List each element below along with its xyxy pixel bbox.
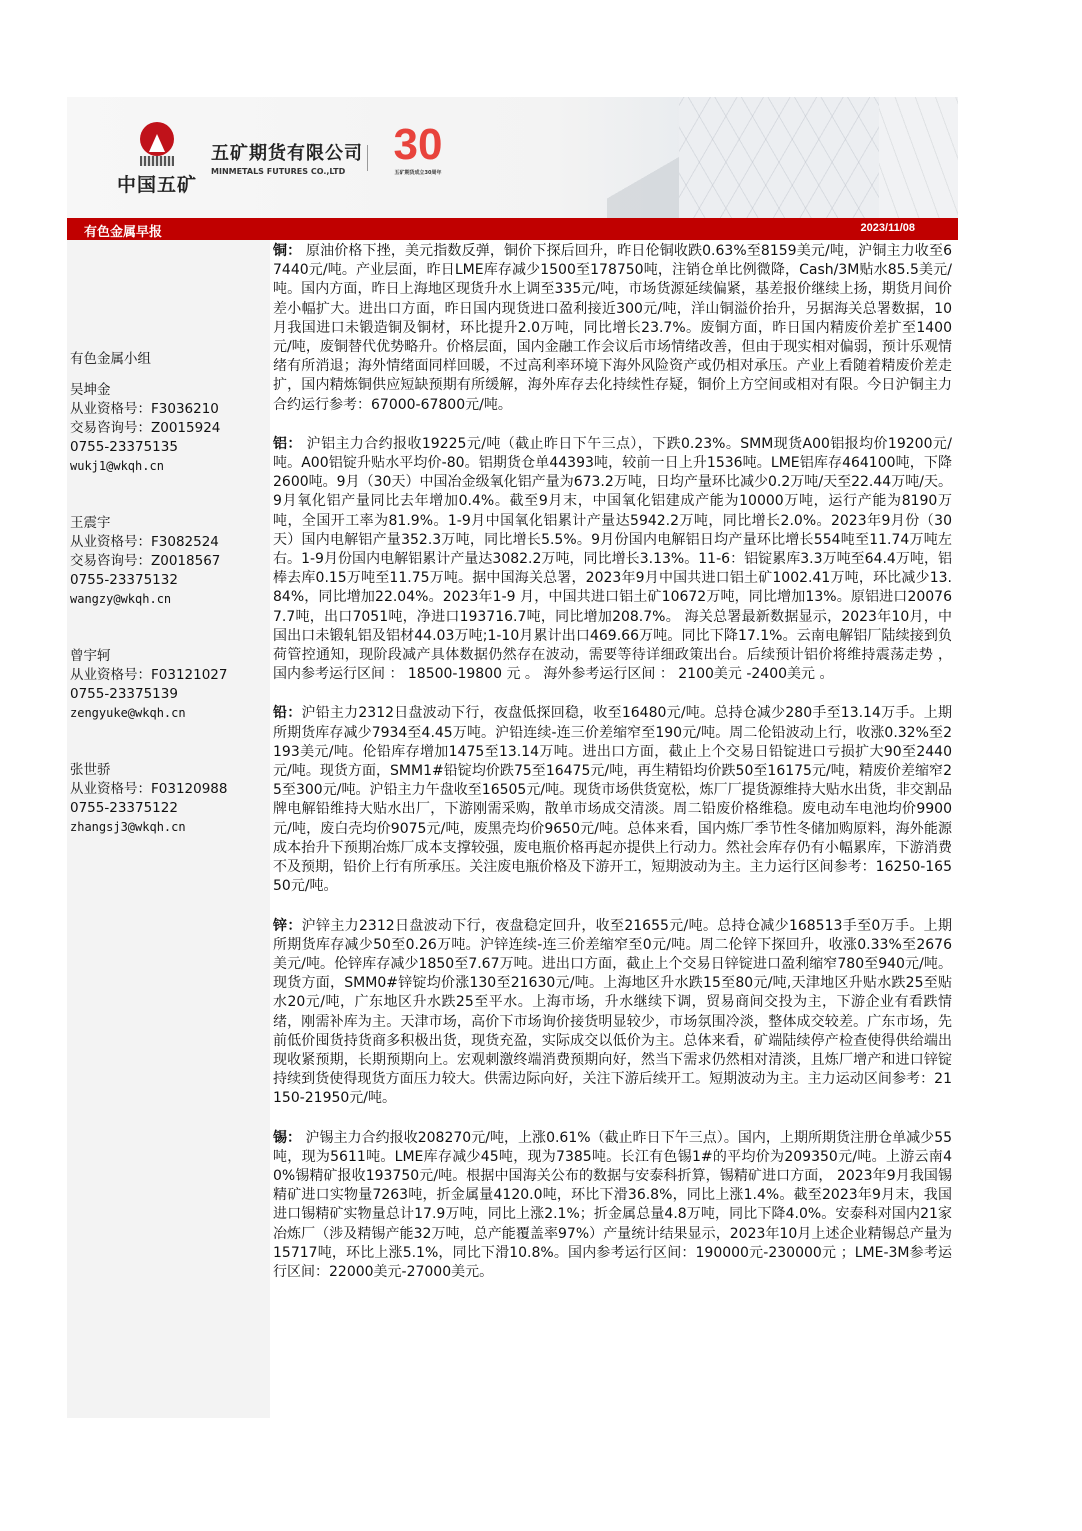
analyst-detail: 从业资格号：F03121027 bbox=[70, 667, 228, 683]
metal-commentary: 沪铝主力合约报收19225元/吨（截止昨日下午三点），下跌0.23%。SMM现货A00铝报均价19200元/吨。A00铝锭升贴水平均价-80。铝期货仓单44393吨，较前一日上升1536吨。LME铝库存464100吨，下降2600吨。9月（30天）中国冶金级氧化铝产量为673.2万吨，日均产量环比减少0.2万吨/天至22.44万吨/天。9月氧化铝产量同比去年增加0.4%。截至9月末，中国氧化铝建成产能为10000万吨，运行产能为8190万吨，全国开工率为81.9%。1-9月中国氧化铝累计产量达5942.2万吨，同比增长2.0%。2023年9月份（30天）国内电解铝产量352.3万吨，同比增长5.5%。9月份国内电解铝日均产量环比增长554吨至11.74万吨左右。1-9月份国内电解铝累计产量达3082.2万吨，同比增长3.13%。11-6：铝锭累库3.3万吨至64.4万吨，铝棒去库0.15万吨至11.75万吨。据中国海关总署，2023年9月中国共进口铝土矿1002.41万吨，环比减少13.84%，同比增加22.04%。2023年1-9 月，中国共进口铝土矿10672万吨，同比增加13%。原铝进口200767.7吨，出口7051吨，净进口193716.7吨，同比增加208.7%。 海关总署最新数据显示，2023年10月，中国出口未锻轧铝及铝材44.03万吨;1-10月累计出口469.66万吨。同比下降17.1%。云南电解铝厂陆续接到负荷管控通知，现阶段减产具体数据仍然存在波动，需要等待详细政策出台。后续预计铝价将维持震荡走势 ， 国内参考运行区间 ： 18500-19800 元 。 海外参考运行区间 ： 2100美元 -2400美元 。 bbox=[273, 435, 952, 683]
analyst-detail: 从业资格号：F3036210 bbox=[70, 401, 219, 417]
metal-label: 锡： bbox=[273, 1129, 302, 1146]
metal-label: 锌： bbox=[273, 917, 302, 934]
analyst-email[interactable]: zhangsj3@wkqh.cn bbox=[70, 820, 186, 834]
analyst-card bbox=[70, 761, 227, 837]
metal-commentary: 原油价格下挫，美元指数反弹，铜价下探后回升，昨日伦铜收跌0.63%至8159美元/吨，沪铜主力收至67440元/吨。产业层面，昨日LME库存减少1500至178750吨，注销仓单比例微降，Cash/3M贴水85.5美元/吨。国内方面，昨日上海地区现货升水上调至335元/吨，市场货源延续偏紧，基差报价继续上扬，期货月间价差小幅扩大。进出口方面，昨日国内现货进口盈利接近300元/吨，洋山铜溢价抬升，另据海关总署数据，10月我国进口未锻造铜及铜材，环比提升2.0万吨，同比增长23.7%。废铜方面，昨日国内精废价差扩至1400元/吨，废铜替代优势略升。价格层面，国内金融工作会议后市场情绪改善，但由于现实相对偏弱，预计乐观情绪有所消退；海外情绪面同样回暖，不过高利率环境下海外风险资产或仍相对承压。产业上看随着精废价差走扩，国内精炼铜供应短缺预期有所缓解，海外库存去化持续性存疑，铜价上方空间或相对有限。今日沪铜主力合约运行参考：67000-67800元/吨。 bbox=[273, 243, 952, 413]
analyst-detail: 从业资格号：F3082524 bbox=[70, 534, 219, 550]
seal-base-icon bbox=[140, 156, 174, 166]
metal-section bbox=[273, 435, 952, 685]
logo-divider bbox=[367, 145, 368, 171]
metal-commentary: 沪锡主力合约报收208270元/吨，上涨0.61%（截止昨日下午三点）。国内，上期所期货注册仓单减少55吨，现为5611吨。LME库存减少45吨，现为7385吨。长江有色锡1#的平均价为209350元/吨。上游云南40%锡精矿报收193750元/吨。根据中国海关公布的数据与安泰科折算，锡精矿进口方面， 2023年9月我国锡精矿进口实物量7263吨，折金属量4120.0吨，环比下滑36.8%，同比上涨1.4%。截至2023年9月末，我国进口锡精矿实物量总计17.9万吨，同比上涨2.1%；折金属总量4.8万吨，同比下降4.0%。安泰科对国内21家冶炼厂（涉及精锡产能32万吨，总产能覆盖率97%）产量统计结果显示，2023年10月上述企业精锡总产量为15717吨，环比上涨5.1%，同比下滑10.8%。国内参考运行区间：190000元-230000元 ；LME-3M参考运行区间：22000美元-27000美元。 bbox=[273, 1129, 953, 1280]
metal-label: 铝： bbox=[273, 435, 302, 452]
building-graphic bbox=[879, 97, 958, 218]
anniversary-caption: 五矿期货成立30周年 bbox=[394, 170, 442, 176]
metal-section bbox=[273, 704, 952, 896]
metal-label: 铜： bbox=[273, 243, 302, 259]
metal-commentary: 沪锌主力2312日盘波动下行，夜盘稳定回升，收至21655元/吨。总持仓减少168513手至0万手。上期所期货库存减少50至0.26万吨。沪锌连续-连三价差缩窄至0元/吨。周二伦锌下探回升，收涨0.33%至2676美元/吨。伦锌库存减少1850至7.67万吨。进出口方面，截止上个交易日锌锭进口盈利缩窄780至940元/吨。现货方面，SMM0#锌锭均价涨130至21630元/吨。上海地区升水跌15至80元/吨,天津地区升贴水跌25至贴水20元/吨，广东地区升水跌25至平水。上海市场，升水继续下调，贸易商间交投为主，下游企业有看跌情绪，刚需补库为主。天津市场，高价下市场询价接货明显较少，市场氛围冷淡，整体成交较差。广东市场，先前低价囤货持货商多积极出货，现货充盈，实际成交以低价为主。总体来看，矿端陆续停产检查使得供给端出现收紧预期，长期预期向上。宏观刺激终端消费预期向好，然当下需求仍然相对清淡，且炼厂增产和进口锌锭持续到货使得现货方面压力较大。供需边际向好，关注下游后续开工。短期波动为主。主力运动区间参考：21150-21950元/吨。 bbox=[273, 917, 952, 1107]
report-body bbox=[273, 242, 952, 1302]
analyst-detail: 交易咨询号：Z0015924 bbox=[70, 420, 221, 436]
seal-icon bbox=[140, 122, 174, 156]
analyst-detail: 0755-23375122 bbox=[70, 800, 178, 816]
title-bar bbox=[67, 218, 958, 240]
analyst-detail: 从业资格号：F03120988 bbox=[70, 781, 228, 797]
china-minmetals-logo bbox=[117, 122, 197, 197]
metal-label: 铅： bbox=[273, 705, 302, 722]
metal-commentary: 沪铅主力2312日盘波动下行，夜盘低探回稳，收至16480元/吨。总持仓减少280手至13.14万手。上期所期货库存减少7934至4.45万吨。沪铅连续-连三价差缩窄至190元/吨。周二伦铅波动上行，收涨0.32%至2193美元/吨。伦铅库存增加1475至13.14万吨。进出口方面，截止上个交易日铅锭进口亏损扩大90至2440元/吨。现货方面，SMM1#铅锭均价跌75至16475元/吨，再生精铅均价跌50至16175元/吨，精废价差缩窄25至300元/吨。沪铅主力午盘收至16505元/吨。现货市场供货宽松，炼厂厂提货源维持大贴水出货，非交割品牌电解铅维持大贴水出厂，下游刚需采购，散单市场成交清淡。周二铅废价格维稳。废电动车电池均价9900元/吨，废白壳均价9075元/吨，废黑壳均价9650元/吨。总体来看，国内炼厂季节性冬储加购原料，海外能源成本抬升下预期冶炼厂成本支撑较强，废电瓶价格再起亦提供上行动力。然社会库存仍有小幅累库，下游消费不及预期，铅价上行有所承压。关注废电瓶价格及下游开工，短期波动为主。主力运行区间参考：16250-16550元/吨。 bbox=[273, 705, 953, 895]
company-name-en: MINMETALS FUTURES CO.,LTD bbox=[211, 167, 346, 176]
parent-logo-text: 中国五矿 bbox=[117, 174, 198, 196]
anniversary-logo bbox=[387, 121, 449, 176]
analyst-card bbox=[70, 647, 227, 723]
building-graphic bbox=[679, 97, 879, 218]
analyst-name: 曾宇轲 bbox=[70, 648, 111, 664]
analyst-card bbox=[70, 514, 227, 609]
report-title: 有色金属早报 bbox=[84, 225, 163, 240]
report-date: 2023/11/08 bbox=[860, 222, 915, 234]
analyst-name: 王震宇 bbox=[70, 515, 111, 531]
team-name: 有色金属小组 bbox=[70, 351, 151, 367]
header-banner bbox=[67, 97, 958, 218]
analyst-email[interactable]: wangzy@wkqh.cn bbox=[70, 592, 172, 606]
metal-section bbox=[273, 1129, 952, 1283]
anniversary-number: 30 bbox=[393, 120, 443, 169]
analyst-name: 吴坤金 bbox=[70, 382, 111, 398]
metal-section bbox=[273, 242, 952, 415]
analyst-card bbox=[70, 381, 227, 476]
analyst-name: 张世骄 bbox=[70, 762, 111, 778]
metal-section bbox=[273, 917, 952, 1109]
analyst-detail: 0755-23375135 bbox=[70, 439, 178, 455]
analyst-detail: 0755-23375139 bbox=[70, 686, 178, 702]
analyst-email[interactable]: zengyuke@wkqh.cn bbox=[70, 706, 186, 720]
company-name-cn: 五矿期货有限公司 bbox=[211, 143, 363, 164]
analyst-email[interactable]: wukj1@wkqh.cn bbox=[70, 459, 164, 473]
analyst-detail: 交易咨询号：Z0018567 bbox=[70, 553, 221, 569]
analyst-detail: 0755-23375132 bbox=[70, 572, 178, 588]
analyst-sidebar bbox=[67, 240, 270, 1418]
company-logo bbox=[211, 139, 363, 176]
